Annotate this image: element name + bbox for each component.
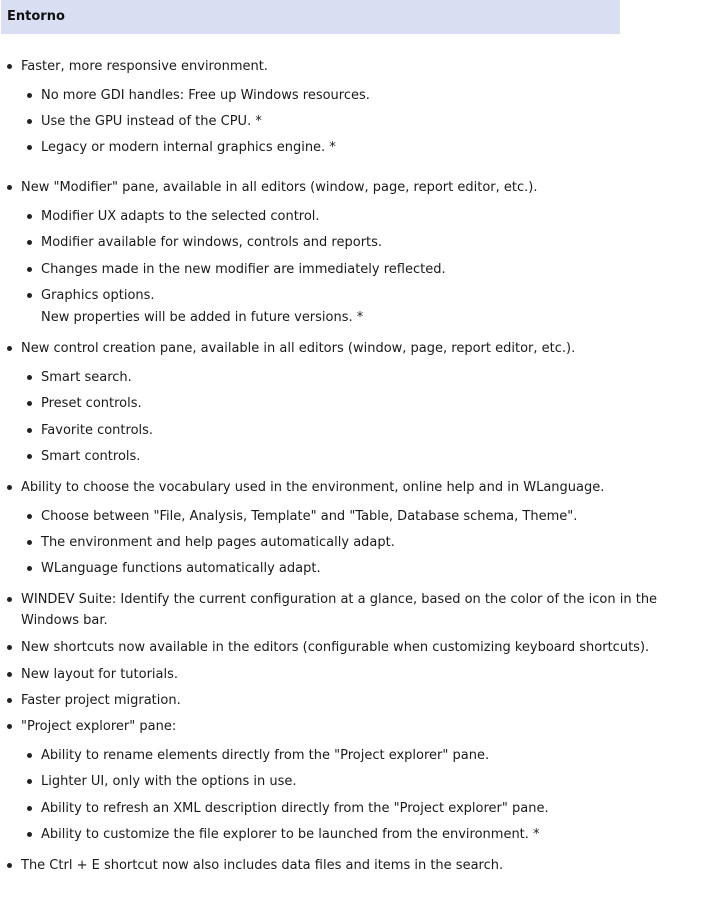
list-item (21, 477, 604, 498)
list-item-text: Lighter UI, only with the options in use. (41, 774, 297, 789)
bullet-dot (27, 753, 32, 758)
list-item-text: New shortcuts now available in the editors (configurable when customizing keyboard shortcuts). (21, 640, 650, 655)
list-item-text: New "Modifier" pane, available in all editors (window, page, report editor, etc.). (21, 180, 538, 195)
list-item-text: The Ctrl + E shortcut now also includes data files and items in the search. (21, 858, 504, 873)
section-title: Entorno (7, 9, 65, 24)
bullet-dot (27, 293, 32, 298)
bullet-dot (27, 401, 32, 406)
bullet-dot (27, 566, 32, 571)
list-item (41, 259, 446, 280)
list-item-text: Smart controls. (41, 449, 141, 464)
bullet-dot (27, 240, 32, 245)
list-item (41, 745, 489, 766)
list-item-text: New properties will be added in future versions. * (41, 310, 364, 325)
list-item (41, 137, 336, 158)
list-item-text: WLanguage functions automatically adapt. (41, 561, 321, 576)
bullet-dot (7, 863, 12, 868)
list-item (21, 855, 503, 876)
list-item (41, 532, 395, 553)
list-item (41, 506, 577, 527)
list-item (41, 111, 262, 132)
list-item (41, 798, 549, 819)
list-item (21, 589, 661, 631)
list-item (21, 56, 268, 77)
bullet-dot (27, 214, 32, 219)
bullet-dot (7, 64, 12, 69)
bullet-dot (7, 698, 12, 703)
bullet-dot (27, 145, 32, 150)
bullet-dot (7, 346, 12, 351)
list-item-text: Faster, more responsive environment. (21, 59, 268, 74)
list-item-text: Faster project migration. (21, 693, 181, 708)
list-item-text: Modifier available for windows, controls and reports. (41, 235, 383, 250)
list-item-text: New layout for tutorials. (21, 667, 179, 682)
list-item (41, 558, 321, 579)
bullet-dot (27, 375, 32, 380)
list-item-text: Legacy or modern internal graphics engine. * (41, 140, 336, 155)
bullet-dot (27, 119, 32, 124)
bullet-dot (7, 645, 12, 650)
bullet-dot (7, 724, 12, 729)
bullet-dot (7, 672, 12, 677)
list-item (21, 664, 178, 685)
list-item-text: Ability to customize the file explorer to be launched from the environment. * (41, 827, 540, 842)
list-item (41, 307, 363, 328)
list-item-text: Use the GPU instead of the CPU. * (41, 114, 262, 129)
bullet-dot (27, 454, 32, 459)
list-item-text: Choose between "File, Analysis, Template" and "Table, Database schema, Theme". (41, 509, 578, 524)
list-item-text: Ability to rename elements directly from the "Project explorer" pane. (41, 748, 490, 763)
list-item-text: Preset controls. (41, 396, 142, 411)
list-item (41, 367, 132, 388)
bullet-dot (27, 779, 32, 784)
list-item (21, 177, 537, 198)
bullet-dot (7, 185, 12, 190)
section-header (1, 0, 620, 34)
list-item-text: Ability to choose the vocabulary used in the environment, online help and in WLanguage. (21, 480, 605, 495)
list-item-text: The environment and help pages automatically adapt. (41, 535, 395, 550)
list-item (41, 285, 155, 306)
list-item-text: Modifier UX adapts to the selected control. (41, 209, 320, 224)
list-item (41, 206, 320, 227)
list-item-text: Smart search. (41, 370, 132, 385)
list-item-text: WINDEV Suite: Identify the current configuration at a glance, based on the color of the icon in the Windows bar. (21, 592, 658, 628)
bullet-dot (27, 93, 32, 98)
list-item-text: Graphics options. (41, 288, 155, 303)
list-item-text: No more GDI handles: Free up Windows resources. (41, 88, 370, 103)
list-item (41, 85, 370, 106)
bullet-dot (27, 540, 32, 545)
list-item-text: "Project explorer" pane: (21, 719, 177, 734)
bullet-dot (27, 806, 32, 811)
bullet-dot (27, 514, 32, 519)
list-item-text: Ability to refresh an XML description directly from the "Project explorer" pane. (41, 801, 549, 816)
list-item (41, 232, 382, 253)
bullet-dot (27, 832, 32, 837)
list-item (41, 771, 296, 792)
list-item-text: Favorite controls. (41, 423, 154, 438)
bullet-dot (27, 428, 32, 433)
list-item (21, 716, 176, 737)
list-item (41, 393, 142, 414)
list-item (21, 637, 649, 658)
list-item (21, 338, 575, 359)
list-item (41, 446, 140, 467)
bullet-dot (7, 597, 12, 602)
bullet-dot (7, 485, 12, 490)
list-item-text: New control creation pane, available in all editors (window, page, report editor, etc.). (21, 341, 576, 356)
list-item (41, 420, 153, 441)
bullet-dot (27, 267, 32, 272)
list-item-text: Changes made in the new modifier are immediately reflected. (41, 262, 446, 277)
list-item (41, 824, 540, 845)
list-item (21, 690, 181, 711)
